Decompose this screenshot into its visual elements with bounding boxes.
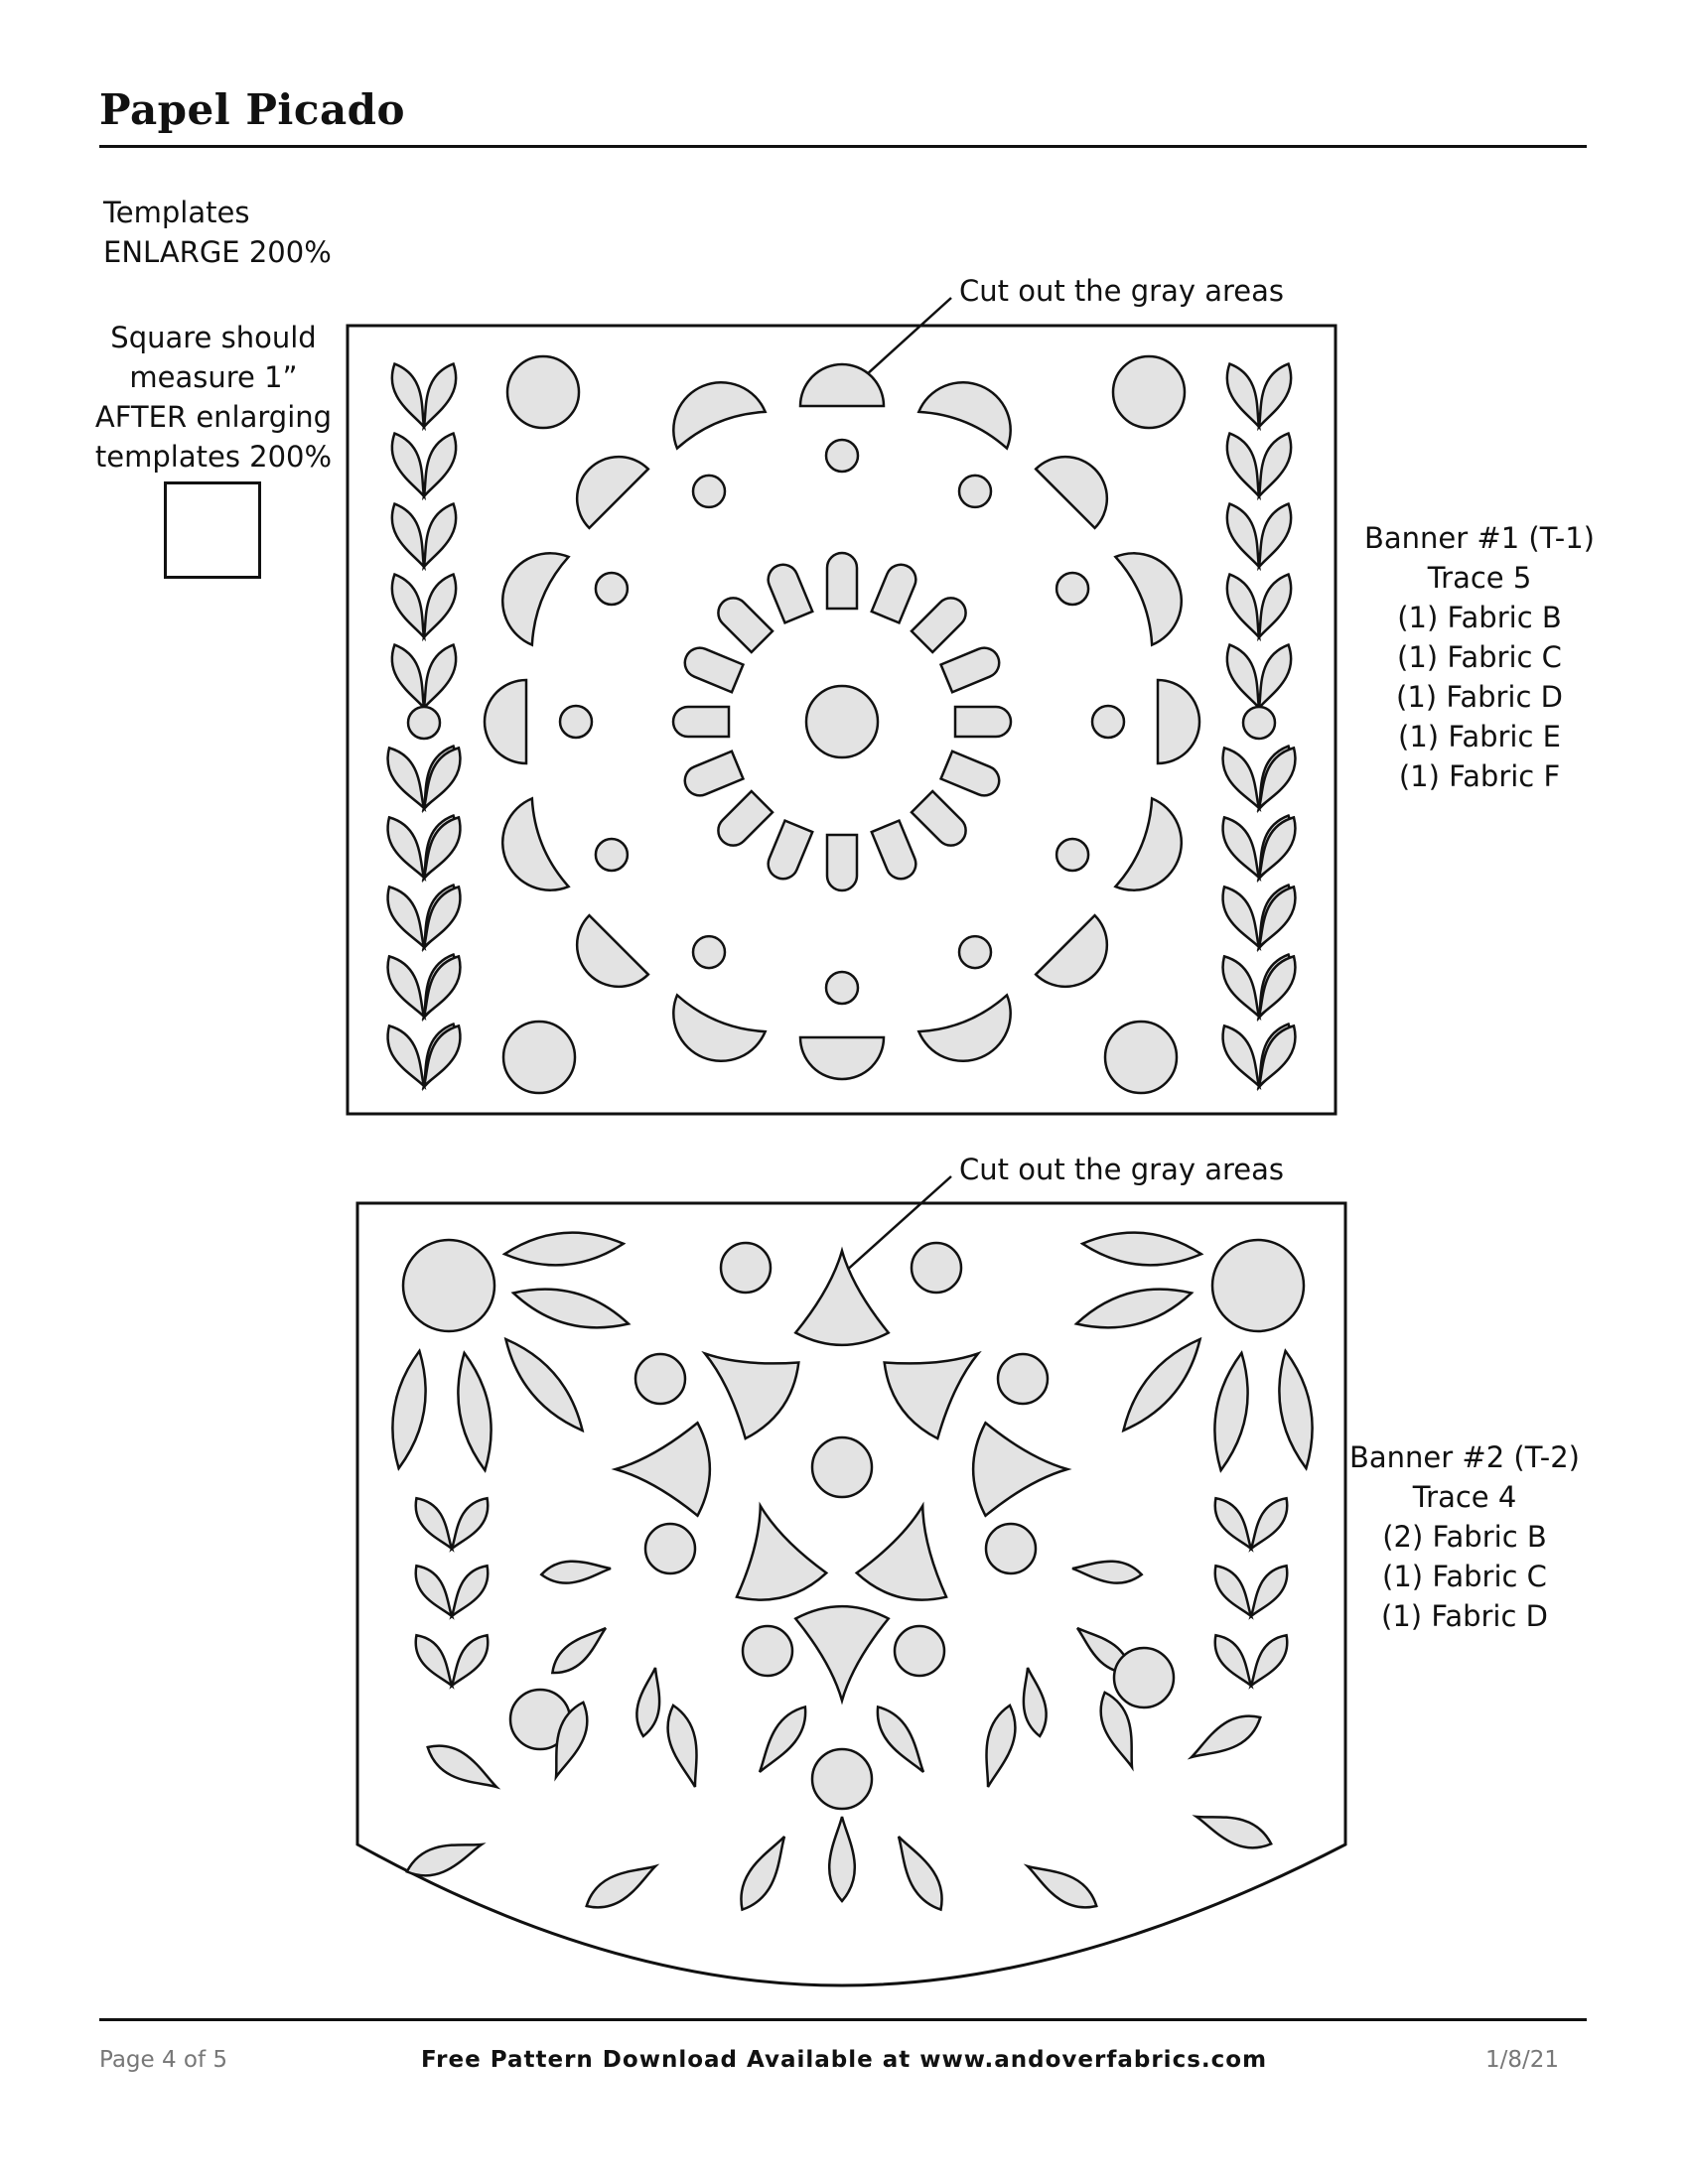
bottom-paisley [888, 1831, 952, 1916]
bottom-paisley [1186, 1706, 1267, 1768]
ring-tab [827, 835, 857, 890]
ring-dot [1056, 839, 1088, 871]
outer-half-moon [800, 1037, 884, 1079]
banner1-info-line: (1) Fabric B [1397, 601, 1562, 634]
bottom-sun [812, 1749, 872, 1809]
ray-leaf [1081, 1228, 1202, 1270]
ring-dot [596, 839, 628, 871]
banner2-info-line: Trace 4 [1412, 1480, 1517, 1514]
outer-crescent [659, 995, 766, 1075]
paisley [633, 1666, 665, 1738]
download-note: Free Pattern Download Available at www.andoverfabrics.com [420, 2047, 1268, 2073]
bottom-sun [1114, 1648, 1174, 1707]
outer-half-moon [1158, 680, 1199, 763]
outer-half-moon [1036, 915, 1124, 1004]
date-label: 1/8/21 [1484, 2047, 1559, 2073]
flower-petal [795, 1606, 889, 1701]
flower-center [812, 1437, 872, 1497]
vine-dot [1243, 707, 1275, 739]
center-circle [806, 686, 878, 757]
corner-circle [1113, 356, 1185, 428]
bottom-paisley [421, 1736, 502, 1798]
ring-tab [680, 643, 743, 692]
banner2-info-line: (2) Fabric B [1382, 1520, 1547, 1554]
ring-tab [941, 751, 1004, 800]
ray-leaf [509, 1278, 633, 1339]
banner1-info-line: (1) Fabric C [1397, 640, 1562, 674]
flower-dot [986, 1524, 1036, 1573]
banner1-info-line: Trace 5 [1427, 561, 1532, 595]
banner2-info-line: (1) Fabric C [1382, 1560, 1547, 1593]
flower-dot [645, 1524, 695, 1573]
bottom-paisley [976, 1703, 1023, 1791]
bottom-paisley [731, 1831, 795, 1916]
ray-leaf [1072, 1278, 1196, 1339]
corner-circle [503, 1022, 575, 1093]
ring-tab [673, 707, 729, 737]
ray-leaf [1271, 1348, 1321, 1470]
banner2-template [0, 1132, 1688, 2005]
ray-leaf [503, 1228, 625, 1270]
ray-leaf [494, 1329, 594, 1439]
bottom-paisley [829, 1817, 855, 1901]
ring-tab [912, 592, 972, 652]
ring-dot [959, 936, 991, 968]
flower-petal [854, 1494, 968, 1609]
sun-circle [403, 1240, 494, 1331]
page-number: Page 4 of 5 [99, 2047, 228, 2073]
bottom-paisley [750, 1701, 814, 1779]
paisley [1071, 1558, 1143, 1585]
flower-petal [616, 1423, 710, 1516]
banner2-info-line: (1) Fabric D [1381, 1599, 1548, 1633]
scale-note-line1: Square should [110, 321, 317, 354]
flower-petal [973, 1423, 1067, 1516]
banner1-info-line: (1) Fabric D [1396, 680, 1563, 714]
ring-tab [712, 592, 773, 652]
corner-circle [1105, 1022, 1177, 1093]
ring-tab [764, 560, 812, 622]
corner-circle [507, 356, 579, 428]
flower-dot [635, 1354, 685, 1404]
ring-dot [693, 936, 725, 968]
ring-dot [596, 573, 628, 605]
bottom-paisley [868, 1701, 932, 1779]
scale-note-line3: AFTER enlarging [94, 400, 333, 434]
ring-dot [1056, 573, 1088, 605]
ring-tab [912, 791, 972, 852]
outer-half-moon [485, 680, 526, 763]
flower-dot [721, 1243, 771, 1293]
ring-tab [872, 821, 920, 884]
outer-crescent [659, 367, 766, 448]
ring-tab [680, 751, 743, 800]
ring-tab [827, 553, 857, 609]
ring-dot [959, 476, 991, 507]
flower-dot [912, 1243, 961, 1293]
outer-half-moon [1036, 440, 1124, 528]
ring-tab [955, 707, 1011, 737]
banner1-callout: Cut out the gray areas [959, 274, 1285, 308]
ring-dot [1092, 706, 1124, 738]
ring-tab [764, 821, 812, 884]
bottom-paisley [1022, 1855, 1103, 1917]
sun-circle [1212, 1240, 1304, 1331]
paisley [1017, 1666, 1050, 1738]
outer-crescent [488, 798, 568, 904]
ring-tab [712, 791, 773, 852]
paisley [545, 1620, 613, 1682]
bottom-paisley [661, 1703, 708, 1791]
flower-dot [743, 1626, 792, 1676]
outer-crescent [918, 995, 1025, 1075]
ring-tab [872, 560, 920, 622]
outer-crescent [1115, 539, 1196, 645]
footer-rule [99, 2018, 1587, 2021]
banner2-callout: Cut out the gray areas [959, 1153, 1285, 1186]
templates-label: Templates [103, 196, 250, 229]
bottom-paisley [580, 1855, 661, 1917]
vine-dot [408, 707, 440, 739]
outer-crescent [488, 539, 568, 645]
outer-crescent [918, 367, 1025, 448]
ring-tab [941, 643, 1004, 692]
banner2-info-line: Banner #2 (T-2) [1349, 1440, 1580, 1474]
banner1-info-line: Banner #1 (T-1) [1364, 521, 1595, 555]
outer-half-moon [560, 440, 648, 528]
ray-leaf [450, 1350, 499, 1472]
flower-dot [998, 1354, 1048, 1404]
flower-petal [716, 1494, 830, 1609]
outer-crescent [1115, 798, 1196, 904]
enlarge-label: ENLARGE 200% [103, 235, 332, 269]
ring-dot [826, 972, 858, 1004]
ring-dot [560, 706, 592, 738]
ray-leaf [1206, 1350, 1256, 1472]
ring-dot [826, 440, 858, 472]
flower-petal [795, 1251, 889, 1345]
flower-dot [895, 1626, 944, 1676]
scale-note-line2: measure 1” [129, 360, 298, 394]
bottom-paisley [1193, 1805, 1276, 1855]
ring-dot [693, 476, 725, 507]
paisley [540, 1558, 612, 1585]
banner1-info-line: (1) Fabric F [1398, 759, 1561, 793]
banner1-info-line: (1) Fabric E [1398, 720, 1561, 753]
outer-half-moon [560, 915, 648, 1004]
scale-note-line4: templates 200% [94, 440, 333, 474]
page-title: Papel Picado [99, 85, 406, 134]
ray-leaf [384, 1348, 434, 1470]
ray-leaf [1112, 1329, 1211, 1439]
